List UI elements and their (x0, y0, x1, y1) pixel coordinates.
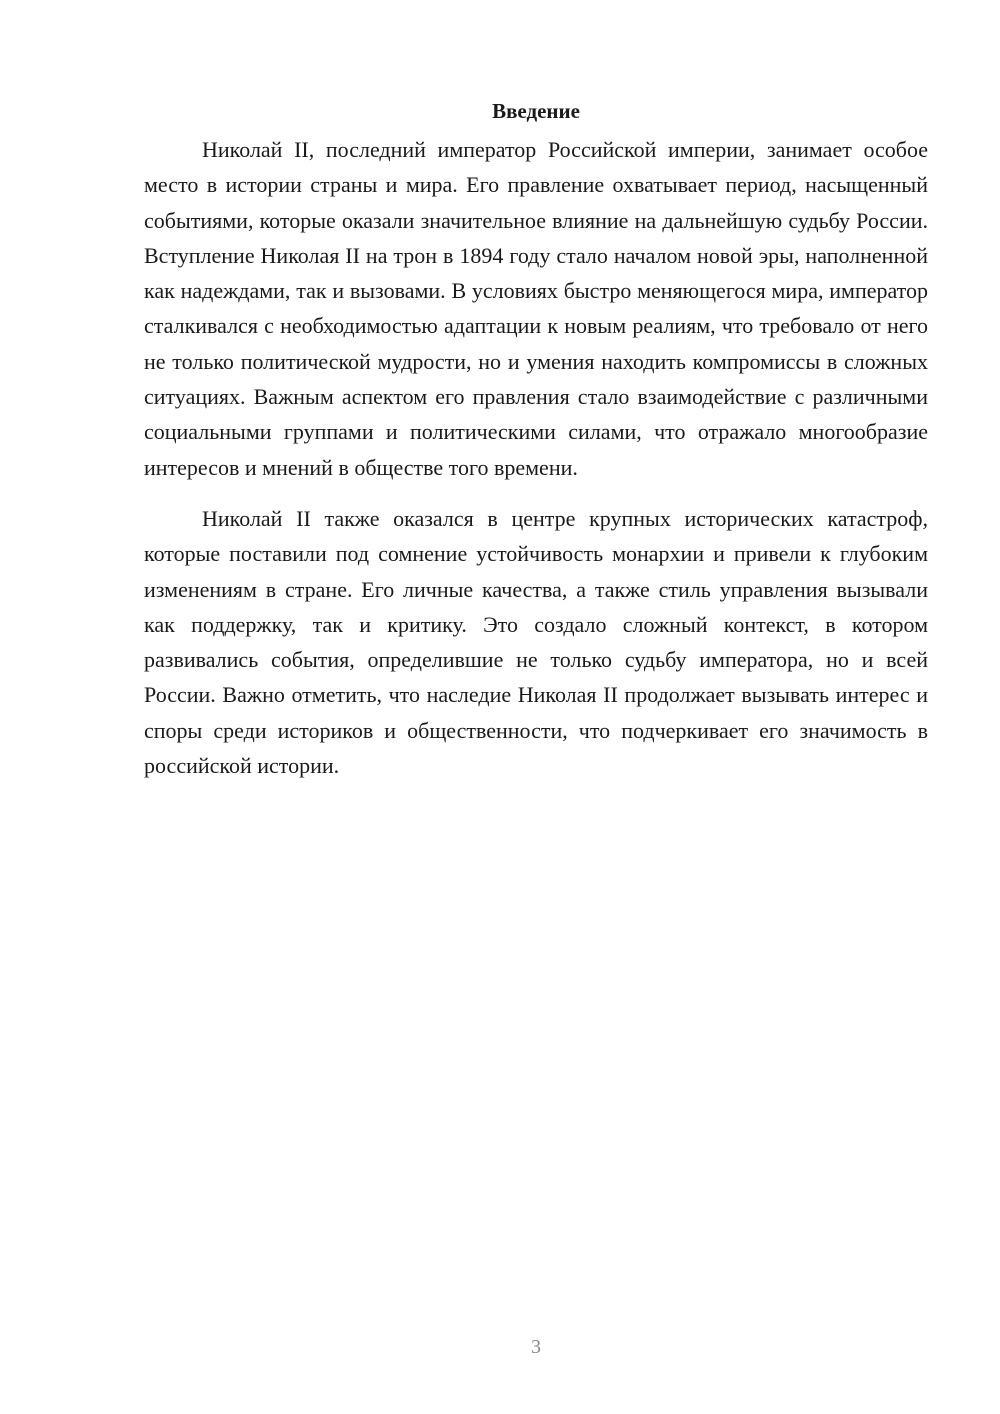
page-number: 3 (531, 1336, 541, 1358)
page-body (144, 96, 928, 783)
paragraph: Николай II также оказался в центре крупных исторических катастроф, которые поставили под сомнение устойчивость монархии и привели к глубоким изменениям в стране. Его личные качества, а также стиль управления вызывали как поддержку, так и критику. Это создало сложный контекст, в котором развивались события, определившие не только судьбу императора, но и всей России. Важно отметить, что наследие Николая II продолжает вызывать интерес и споры среди историков и общественности, что подчеркивает его значимость в российской истории. (144, 505, 928, 779)
paragraph: Николай II, последний император Российской империи, занимает особое место в истории страны и мира. Его правление охватывает период, насыщенный событиями, которые оказали значительное влияние на дальнейшую судьбу России. Вступление Николая II на трон в 1894 году стало началом новой эры, наполненной как надеждами, так и вызовами. В условиях быстро меняющегося мира, император сталкивался с необходимостью адаптации к новым реалиям, что требовало от него не только политической мудрости, но и умения находить компромиссы в сложных ситуациях. Важным аспектом его правления стало взаимодействие с различными социальными группами и политическими силами, что отражало многообразие интересов и мнений в обществе того времени. (144, 137, 928, 480)
section-title: Введение (492, 99, 580, 123)
